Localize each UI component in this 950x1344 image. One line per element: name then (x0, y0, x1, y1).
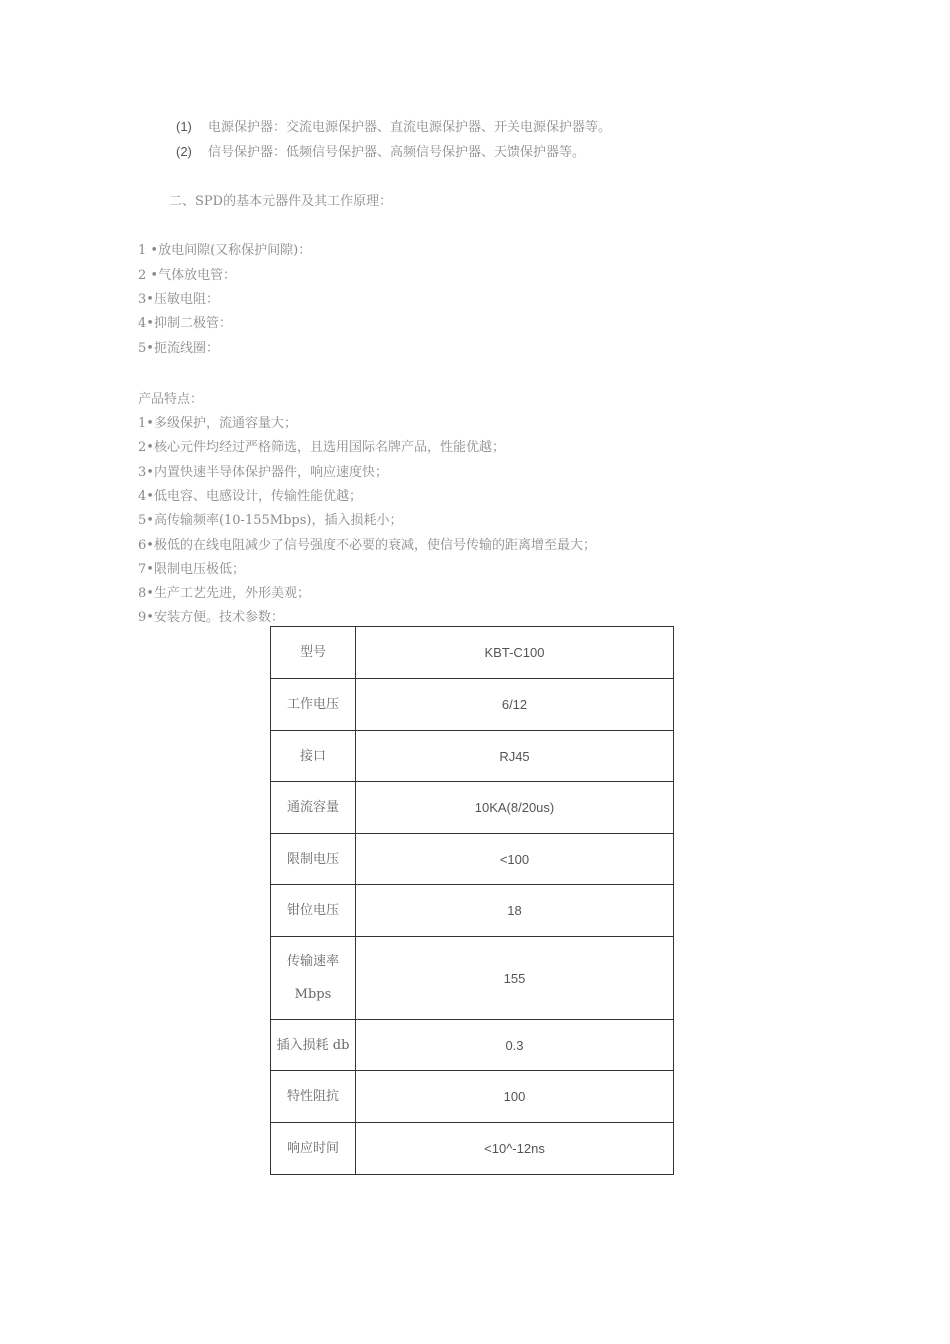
spec-value: 0.3 (356, 1020, 674, 1071)
component-item: 1 •放电间隙(又称保护间隙)： (138, 243, 312, 258)
table-row (271, 782, 674, 834)
item-text: 电源保护器：交流电源保护器、直流电源保护器、开关电源保护器等。 (208, 120, 612, 135)
feature-item: 8•生产工艺先进，外形美观； (138, 586, 310, 601)
table-row (271, 937, 674, 1020)
item-number: (1) (176, 119, 192, 134)
table-row (271, 885, 674, 937)
spec-table (270, 626, 674, 1175)
feature-item: 1•多级保护，流通容量大； (138, 416, 297, 431)
classification-item-signal (176, 144, 585, 161)
table-row (271, 1020, 674, 1071)
feature-item: 6•极低的在线电阻减少了信号强度不必要的衰减，使信号传输的距离增至最大； (138, 538, 596, 553)
table-row (271, 679, 674, 731)
classification-item-power (176, 119, 611, 136)
component-item: 5•扼流线圈： (138, 341, 219, 356)
spec-value: 10KA(8/20us) (356, 782, 674, 834)
feature-item: 7•限制电压极低； (138, 562, 245, 577)
feature-item: 4•低电容、电感设计，传输性能优越； (138, 489, 362, 504)
spec-value: RJ45 (356, 731, 674, 782)
spec-label: 工作电压 (271, 679, 356, 731)
spec-label: 传输速率 Mbps (271, 937, 356, 1020)
item-number: (2) (176, 144, 192, 159)
section-heading-spd-components: 二、SPD的基本元器件及其工作原理： (169, 194, 393, 209)
spec-label: 通流容量 (271, 782, 356, 834)
component-item: 2 •气体放电管： (138, 268, 237, 283)
spec-value: 18 (356, 885, 674, 937)
spec-value: <100 (356, 834, 674, 885)
spec-label: 响应时间 (271, 1123, 356, 1175)
table-row (271, 1071, 674, 1123)
table-row (271, 731, 674, 782)
spec-value: 6/12 (356, 679, 674, 731)
spec-label: 限制电压 (271, 834, 356, 885)
component-item: 4•抑制二极管： (138, 316, 232, 331)
table-row (271, 834, 674, 885)
feature-item: 9•安装方便。技术参数： (138, 610, 284, 625)
feature-item: 5•高传输频率(10-155Mbps)，插入损耗小； (138, 513, 403, 528)
feature-item: 2•核心元件均经过严格筛选，且选用国际名牌产品，性能优越； (138, 440, 505, 455)
component-item: 3•压敏电阻： (138, 292, 219, 307)
spec-label: 接口 (271, 731, 356, 782)
spec-label: 特性阻抗 (271, 1071, 356, 1123)
spec-value: 100 (356, 1071, 674, 1123)
spec-value: <10^-12ns (356, 1123, 674, 1175)
table-row (271, 1123, 674, 1175)
table-row (271, 627, 674, 679)
spec-value: KBT-C100 (356, 627, 674, 679)
feature-item: 3•内置快速半导体保护器件，响应速度快； (138, 465, 388, 480)
spec-label: 钳位电压 (271, 885, 356, 937)
spec-label: 型号 (271, 627, 356, 679)
spec-label: 插入损耗 db (271, 1020, 356, 1071)
features-heading: 产品特点： (138, 392, 204, 407)
spec-value: 155 (356, 937, 674, 1020)
item-text: 信号保护器：低频信号保护器、高频信号保护器、天馈保护器等。 (208, 145, 586, 160)
